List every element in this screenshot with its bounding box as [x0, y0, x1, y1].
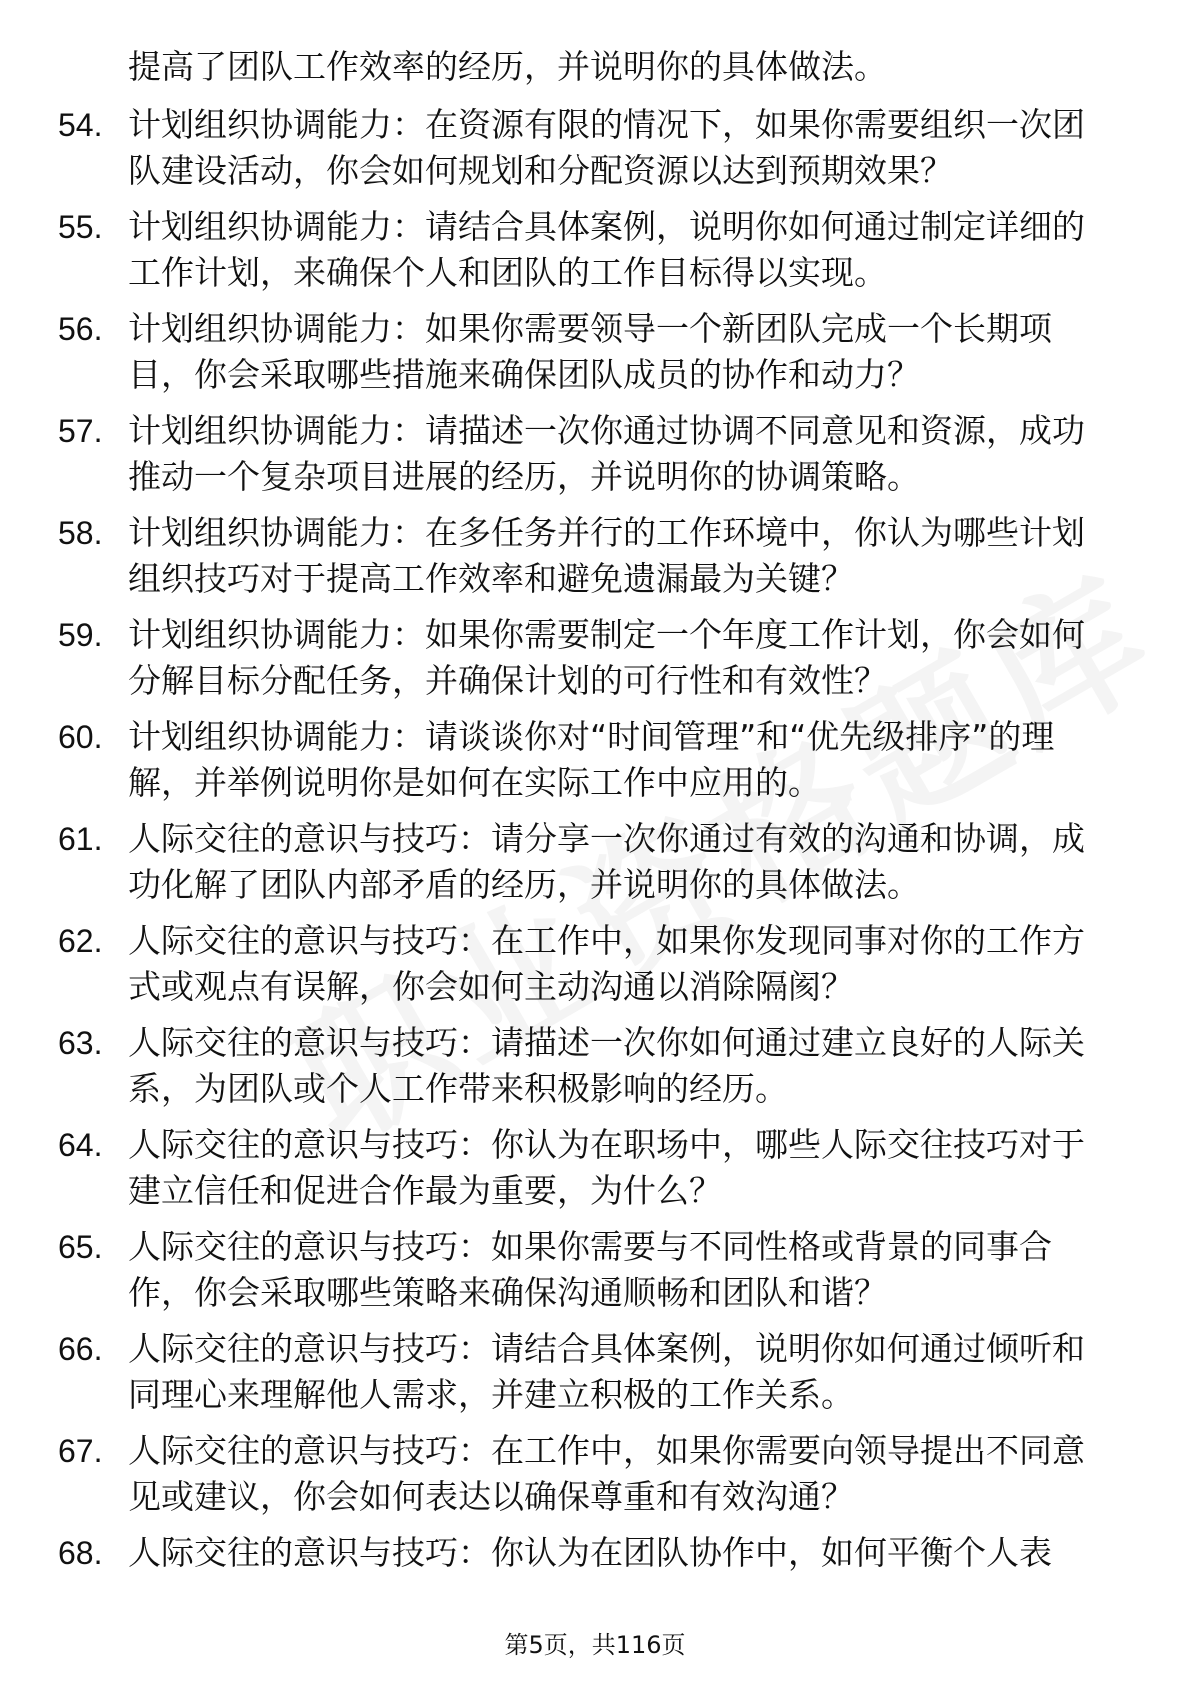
- question-text: 人际交往的意识与技巧：在工作中，如果你需要向领导提出不同意见或建议，你会如何表达以确保尊重和有效沟通？: [128, 1431, 1085, 1516]
- question-item: [0, 714, 1190, 806]
- question-number: 58.: [58, 515, 103, 551]
- question-text: 人际交往的意识与技巧：请分享一次你通过有效的沟通和协调，成功化解了团队内部矛盾的经历，并说明你的具体做法。: [128, 819, 1085, 904]
- question-item: [0, 306, 1190, 398]
- question-item: [0, 408, 1190, 500]
- question-item: [0, 510, 1190, 602]
- continuation-text: 提高了团队工作效率的经历，并说明你的具体做法。: [128, 47, 887, 86]
- question-item: [0, 1020, 1190, 1112]
- question-number: 67.: [58, 1433, 103, 1469]
- question-number: 57.: [58, 413, 103, 449]
- question-text: 计划组织协调能力：在资源有限的情况下，如果你需要组织一次团队建设活动，你会如何规划和分配资源以达到预期效果？: [128, 105, 1085, 190]
- question-text: 计划组织协调能力：如果你需要制定一个年度工作计划，你会如何分解目标分配任务，并确保计划的可行性和有效性？: [128, 615, 1085, 700]
- question-number: 59.: [58, 617, 103, 653]
- question-number: 56.: [58, 311, 103, 347]
- question-item: [0, 1326, 1190, 1418]
- question-item: [0, 204, 1190, 296]
- question-text: 计划组织协调能力：在多任务并行的工作环境中，你认为哪些计划组织技巧对于提高工作效率和避免遗漏最为关键？: [128, 513, 1085, 598]
- question-item: [0, 1428, 1190, 1520]
- question-number: 64.: [58, 1127, 103, 1163]
- question-text: 人际交往的意识与技巧：如果你需要与不同性格或背景的同事合作，你会采取哪些策略来确保沟通顺畅和团队和谐？: [128, 1227, 1052, 1312]
- question-number: 61.: [58, 821, 103, 857]
- question-number: 55.: [58, 209, 103, 245]
- question-item: [0, 1122, 1190, 1214]
- question-item: [0, 1224, 1190, 1316]
- question-item: [0, 918, 1190, 1010]
- question-item: [0, 102, 1190, 194]
- question-number: 60.: [58, 719, 103, 755]
- question-text: 计划组织协调能力：如果你需要领导一个新团队完成一个长期项目，你会采取哪些措施来确保团队成员的协作和动力？: [128, 309, 1052, 394]
- question-item: [0, 1530, 1190, 1576]
- question-number: 66.: [58, 1331, 103, 1367]
- question-item: [0, 816, 1190, 908]
- question-item: [0, 612, 1190, 704]
- question-number: 62.: [58, 923, 103, 959]
- question-text: 计划组织协调能力：请谈谈你对“时间管理”和“优先级排序”的理解，并举例说明你是如何在实际工作中应用的。: [128, 717, 1055, 802]
- question-number: 65.: [58, 1229, 103, 1265]
- question-text: 人际交往的意识与技巧：请描述一次你如何通过建立良好的人际关系，为团队或个人工作带来积极影响的经历。: [128, 1023, 1085, 1108]
- question-text: 计划组织协调能力：请描述一次你通过协调不同意见和资源，成功推动一个复杂项目进展的经历，并说明你的协调策略。: [128, 411, 1085, 496]
- question-text: 计划组织协调能力：请结合具体案例，说明你如何通过制定详细的工作计划，来确保个人和团队的工作目标得以实现。: [128, 207, 1085, 292]
- question-text: 人际交往的意识与技巧：你认为在职场中，哪些人际交往技巧对于建立信任和促进合作最为重要，为什么？: [128, 1125, 1085, 1210]
- question-text: 人际交往的意识与技巧：请结合具体案例，说明你如何通过倾听和同理心来理解他人需求，并建立积极的工作关系。: [128, 1329, 1085, 1414]
- page-footer: 第5页，共116页: [504, 1631, 686, 1659]
- question-number: 68.: [58, 1535, 103, 1571]
- question-number: 63.: [58, 1025, 103, 1061]
- question-number: 54.: [58, 107, 103, 143]
- question-text: 人际交往的意识与技巧：在工作中，如果你发现同事对你的工作方式或观点有误解，你会如何主动沟通以消除隔阂？: [128, 921, 1085, 1006]
- continuation-line: [0, 44, 1190, 90]
- question-list: [0, 44, 1190, 1586]
- question-text: 人际交往的意识与技巧：你认为在团队协作中，如何平衡个人表: [128, 1533, 1052, 1572]
